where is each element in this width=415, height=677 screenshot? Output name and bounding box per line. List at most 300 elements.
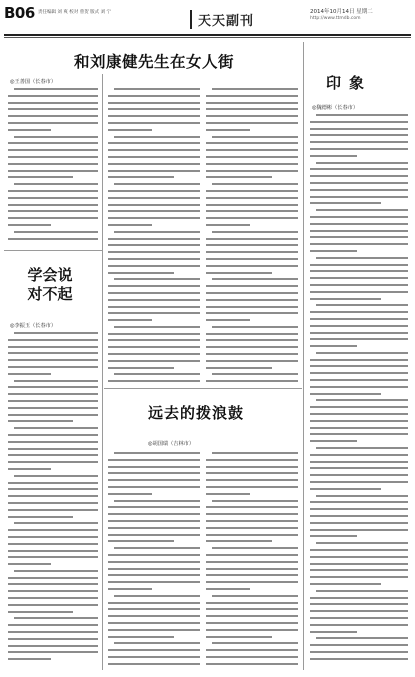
text-line bbox=[316, 162, 408, 164]
text-line bbox=[108, 629, 200, 631]
text-line bbox=[108, 299, 200, 301]
text-line bbox=[14, 231, 98, 233]
text-line bbox=[108, 513, 200, 515]
text-line bbox=[108, 108, 200, 110]
text-line bbox=[114, 326, 200, 328]
text-line bbox=[310, 515, 408, 517]
text-line bbox=[310, 617, 408, 619]
text-line bbox=[8, 577, 98, 579]
text-line bbox=[310, 148, 408, 150]
text-line bbox=[8, 658, 51, 660]
text-line bbox=[310, 440, 357, 442]
text-line bbox=[8, 482, 98, 484]
text-line bbox=[8, 156, 98, 158]
text-line bbox=[8, 597, 98, 599]
text-line bbox=[206, 102, 298, 104]
text-line bbox=[114, 642, 200, 644]
column-divider bbox=[102, 74, 103, 670]
text-line bbox=[212, 642, 298, 644]
text-line bbox=[8, 204, 98, 206]
text-line bbox=[8, 170, 98, 172]
text-line bbox=[316, 114, 408, 116]
page-credits: 责任编辑 刘 爽 校对 曾贺 版式 刘 宁 bbox=[38, 10, 112, 15]
text-line bbox=[206, 285, 298, 287]
text-line bbox=[206, 197, 298, 199]
section-name: 天天副刊 bbox=[190, 10, 254, 29]
text-line bbox=[108, 360, 200, 362]
text-line bbox=[8, 448, 98, 450]
text-line bbox=[206, 258, 298, 260]
right-article-byline: ◎魏德彬（长春市） bbox=[312, 105, 359, 111]
text-line bbox=[310, 365, 408, 367]
text-line bbox=[310, 332, 408, 334]
text-line bbox=[108, 472, 200, 474]
text-line bbox=[206, 486, 298, 488]
text-line bbox=[108, 170, 200, 172]
text-line bbox=[310, 474, 408, 476]
text-line bbox=[310, 379, 408, 381]
text-line bbox=[114, 452, 200, 454]
text-line bbox=[310, 359, 408, 361]
text-line bbox=[310, 264, 408, 266]
text-line bbox=[206, 339, 298, 341]
text-line bbox=[310, 216, 408, 218]
text-line bbox=[108, 527, 200, 529]
text-line bbox=[8, 651, 98, 653]
text-line bbox=[206, 520, 298, 522]
text-line bbox=[108, 615, 200, 617]
text-line bbox=[316, 304, 408, 306]
text-line bbox=[108, 656, 200, 658]
text-line bbox=[206, 244, 298, 246]
text-line bbox=[108, 663, 200, 665]
side-article-title bbox=[22, 266, 78, 304]
text-line bbox=[108, 588, 152, 590]
text-line bbox=[316, 257, 408, 259]
text-line bbox=[108, 244, 200, 246]
text-line bbox=[206, 306, 298, 308]
text-line bbox=[114, 231, 200, 233]
text-line bbox=[206, 251, 298, 253]
text-line bbox=[316, 495, 408, 497]
text-line bbox=[310, 345, 357, 347]
text-line bbox=[310, 597, 408, 599]
text-line bbox=[108, 339, 200, 341]
text-line bbox=[310, 250, 357, 252]
text-line bbox=[108, 540, 174, 542]
text-line bbox=[8, 563, 51, 565]
text-line bbox=[8, 393, 98, 395]
text-line bbox=[212, 500, 298, 502]
text-line bbox=[108, 129, 152, 131]
text-line bbox=[206, 346, 298, 348]
text-line bbox=[206, 353, 298, 355]
text-line bbox=[8, 488, 98, 490]
text-line bbox=[212, 231, 298, 233]
text-line bbox=[310, 631, 357, 633]
text-line bbox=[310, 501, 408, 503]
text-line bbox=[310, 522, 408, 524]
text-line bbox=[310, 549, 408, 551]
text-line bbox=[310, 196, 408, 198]
text-line bbox=[14, 332, 98, 334]
text-line bbox=[206, 649, 298, 651]
text-line bbox=[206, 224, 250, 226]
text-line bbox=[8, 190, 98, 192]
text-line bbox=[310, 243, 408, 245]
text-line bbox=[316, 209, 408, 211]
text-line bbox=[8, 142, 98, 144]
text-line bbox=[14, 570, 98, 572]
text-line bbox=[108, 554, 200, 556]
text-line bbox=[8, 556, 98, 558]
text-line bbox=[206, 95, 298, 97]
text-line bbox=[8, 339, 98, 341]
text-line bbox=[212, 595, 298, 597]
text-line bbox=[8, 224, 51, 226]
text-line bbox=[206, 459, 298, 461]
text-line bbox=[108, 380, 200, 382]
text-line bbox=[310, 508, 408, 510]
text-line bbox=[310, 134, 408, 136]
text-line bbox=[316, 637, 408, 639]
text-line bbox=[310, 182, 408, 184]
side-article-byline: ◎李振玉（长春市） bbox=[10, 323, 57, 329]
text-line bbox=[310, 311, 408, 313]
text-line bbox=[206, 506, 298, 508]
text-line bbox=[14, 136, 98, 138]
text-line bbox=[206, 190, 298, 192]
text-line bbox=[310, 556, 408, 558]
side-article-title-line1: 学会说 bbox=[27, 266, 73, 284]
text-line bbox=[310, 155, 357, 157]
text-line bbox=[212, 88, 298, 90]
text-line bbox=[8, 536, 98, 538]
text-line bbox=[8, 352, 98, 354]
text-line bbox=[108, 649, 200, 651]
text-line bbox=[206, 176, 272, 178]
text-line bbox=[108, 163, 200, 165]
text-line bbox=[310, 202, 381, 204]
text-line bbox=[212, 183, 298, 185]
text-line bbox=[206, 115, 298, 117]
text-line bbox=[8, 129, 51, 131]
text-line bbox=[310, 433, 408, 435]
text-line bbox=[108, 122, 200, 124]
text-line bbox=[8, 461, 98, 463]
text-line bbox=[206, 581, 298, 583]
text-line bbox=[206, 466, 298, 468]
text-line bbox=[206, 319, 250, 321]
text-line bbox=[108, 306, 200, 308]
text-line bbox=[108, 265, 200, 267]
text-line bbox=[8, 645, 98, 647]
text-line bbox=[108, 95, 200, 97]
text-line bbox=[310, 529, 408, 531]
text-line bbox=[206, 149, 298, 151]
text-line bbox=[108, 204, 200, 206]
text-line bbox=[310, 291, 408, 293]
text-line bbox=[310, 189, 408, 191]
text-line bbox=[310, 535, 357, 537]
text-line bbox=[114, 547, 200, 549]
text-line bbox=[114, 136, 200, 138]
text-line bbox=[14, 88, 98, 90]
text-line bbox=[206, 534, 298, 536]
text-line bbox=[8, 631, 98, 633]
text-line bbox=[108, 238, 200, 240]
text-line bbox=[108, 176, 174, 178]
text-line bbox=[310, 230, 408, 232]
text-line bbox=[8, 624, 98, 626]
text-line bbox=[8, 516, 73, 518]
text-line bbox=[8, 95, 98, 97]
text-line bbox=[206, 574, 298, 576]
text-line bbox=[212, 278, 298, 280]
text-line bbox=[310, 603, 408, 605]
text-line bbox=[108, 493, 152, 495]
text-line bbox=[206, 636, 272, 638]
text-line bbox=[8, 238, 98, 240]
text-line bbox=[8, 176, 73, 178]
site-url: http://www.ttmdb.com bbox=[310, 16, 361, 21]
text-line bbox=[108, 581, 200, 583]
text-line bbox=[108, 272, 174, 274]
text-line bbox=[310, 175, 408, 177]
text-line bbox=[8, 468, 51, 470]
text-line bbox=[206, 163, 298, 165]
text-line bbox=[206, 629, 298, 631]
text-line bbox=[108, 115, 200, 117]
text-line bbox=[310, 168, 408, 170]
text-line bbox=[8, 414, 98, 416]
text-line bbox=[8, 102, 98, 104]
text-line bbox=[206, 170, 298, 172]
text-line bbox=[316, 447, 408, 449]
text-line bbox=[108, 602, 200, 604]
text-line bbox=[206, 527, 298, 529]
text-line bbox=[206, 622, 298, 624]
text-line bbox=[114, 183, 200, 185]
text-line bbox=[108, 608, 200, 610]
text-line bbox=[310, 481, 408, 483]
text-line bbox=[108, 149, 200, 151]
text-line bbox=[206, 479, 298, 481]
text-line bbox=[8, 550, 98, 552]
text-line bbox=[206, 615, 298, 617]
text-line bbox=[316, 352, 408, 354]
text-line bbox=[8, 509, 98, 511]
text-line bbox=[8, 210, 98, 212]
text-line bbox=[310, 406, 408, 408]
text-line bbox=[108, 622, 200, 624]
text-line bbox=[206, 217, 298, 219]
text-line bbox=[316, 590, 408, 592]
text-line bbox=[108, 466, 200, 468]
text-line bbox=[310, 658, 408, 660]
text-line bbox=[212, 326, 298, 328]
text-line bbox=[212, 136, 298, 138]
text-line bbox=[114, 373, 200, 375]
text-line bbox=[108, 333, 200, 335]
text-line bbox=[8, 359, 98, 361]
main-article-byline: ◎王善国（长春市） bbox=[10, 79, 57, 85]
text-line bbox=[8, 386, 98, 388]
text-line bbox=[8, 590, 98, 592]
text-line bbox=[206, 265, 298, 267]
text-line bbox=[206, 513, 298, 515]
text-line bbox=[108, 319, 152, 321]
text-line bbox=[108, 479, 200, 481]
text-line bbox=[108, 574, 200, 576]
text-line bbox=[206, 608, 298, 610]
text-line bbox=[108, 258, 200, 260]
text-line bbox=[310, 223, 408, 225]
bottom-article-column-2 bbox=[206, 452, 298, 668]
text-line bbox=[206, 493, 250, 495]
text-line bbox=[310, 454, 408, 456]
text-line bbox=[310, 610, 408, 612]
text-line bbox=[206, 656, 298, 658]
text-line bbox=[8, 454, 98, 456]
text-line bbox=[206, 540, 272, 542]
text-line bbox=[206, 292, 298, 294]
text-line bbox=[8, 373, 51, 375]
text-line bbox=[8, 115, 98, 117]
side-article-title-line2: 对不起 bbox=[27, 285, 73, 303]
text-line bbox=[8, 346, 98, 348]
text-line bbox=[8, 108, 98, 110]
text-line bbox=[108, 285, 200, 287]
text-line bbox=[8, 407, 98, 409]
text-line bbox=[310, 318, 408, 320]
text-line bbox=[206, 156, 298, 158]
text-line bbox=[108, 251, 200, 253]
text-line bbox=[310, 583, 381, 585]
text-line bbox=[108, 636, 174, 638]
text-line bbox=[206, 663, 298, 665]
text-line bbox=[310, 563, 408, 565]
text-line bbox=[108, 156, 200, 158]
text-line bbox=[310, 461, 408, 463]
text-line bbox=[108, 210, 200, 212]
text-line bbox=[206, 210, 298, 212]
text-line bbox=[108, 367, 174, 369]
text-line bbox=[212, 547, 298, 549]
text-line bbox=[8, 434, 98, 436]
text-line bbox=[114, 88, 200, 90]
text-line bbox=[310, 338, 408, 340]
text-line bbox=[310, 121, 408, 123]
text-line bbox=[8, 441, 98, 443]
text-line bbox=[206, 108, 298, 110]
main-article-column-2 bbox=[108, 88, 200, 384]
text-line bbox=[206, 588, 250, 590]
text-line bbox=[206, 380, 298, 382]
text-line bbox=[14, 427, 98, 429]
text-line bbox=[310, 141, 408, 143]
text-line bbox=[206, 238, 298, 240]
text-line bbox=[212, 373, 298, 375]
bottom-article-byline: ◎胡国瑞（吉林市） bbox=[148, 441, 195, 447]
main-article-column-1 bbox=[8, 88, 98, 246]
text-line bbox=[108, 197, 200, 199]
text-line bbox=[8, 420, 73, 422]
text-line bbox=[310, 393, 381, 395]
text-line bbox=[310, 270, 408, 272]
bottom-article-column-1 bbox=[108, 452, 200, 668]
main-article-title: 和刘康健先生在女人街 bbox=[74, 52, 235, 71]
page-number: B06 bbox=[4, 4, 35, 22]
text-line bbox=[108, 292, 200, 294]
text-line bbox=[310, 298, 381, 300]
section-divider bbox=[104, 388, 302, 389]
text-line bbox=[206, 129, 250, 131]
text-line bbox=[310, 467, 408, 469]
text-line bbox=[108, 561, 200, 563]
text-line bbox=[8, 400, 98, 402]
text-line bbox=[108, 346, 200, 348]
text-line bbox=[108, 534, 200, 536]
text-line bbox=[310, 372, 408, 374]
text-line bbox=[8, 543, 98, 545]
text-line bbox=[108, 312, 200, 314]
text-line bbox=[8, 583, 98, 585]
text-line bbox=[14, 522, 98, 524]
text-line bbox=[108, 142, 200, 144]
bottom-article-title: 远去的拨浪鼓 bbox=[148, 404, 245, 422]
text-line bbox=[316, 542, 408, 544]
text-line bbox=[8, 122, 98, 124]
text-line bbox=[108, 224, 152, 226]
text-line bbox=[8, 197, 98, 199]
text-line bbox=[206, 561, 298, 563]
text-line bbox=[108, 102, 200, 104]
text-line bbox=[212, 452, 298, 454]
text-line bbox=[108, 520, 200, 522]
text-line bbox=[8, 366, 98, 368]
text-line bbox=[8, 502, 98, 504]
text-line bbox=[310, 644, 408, 646]
text-line bbox=[310, 624, 408, 626]
text-line bbox=[8, 529, 98, 531]
text-line bbox=[310, 236, 408, 238]
text-line bbox=[108, 506, 200, 508]
text-line bbox=[206, 568, 298, 570]
text-line bbox=[310, 569, 408, 571]
text-line bbox=[8, 163, 98, 165]
text-line bbox=[14, 617, 98, 619]
text-line bbox=[108, 217, 200, 219]
text-line bbox=[310, 413, 408, 415]
text-line bbox=[316, 399, 408, 401]
text-line bbox=[206, 333, 298, 335]
text-line bbox=[108, 459, 200, 461]
text-line bbox=[310, 420, 408, 422]
text-line bbox=[310, 386, 408, 388]
text-line bbox=[310, 427, 408, 429]
section-divider bbox=[4, 250, 102, 251]
text-line bbox=[310, 325, 408, 327]
column-divider bbox=[303, 42, 304, 670]
text-line bbox=[206, 367, 272, 369]
text-line bbox=[108, 190, 200, 192]
text-line bbox=[108, 486, 200, 488]
text-line bbox=[310, 284, 408, 286]
text-line bbox=[206, 602, 298, 604]
text-line bbox=[8, 604, 98, 606]
masthead-rule-thin bbox=[4, 37, 411, 38]
